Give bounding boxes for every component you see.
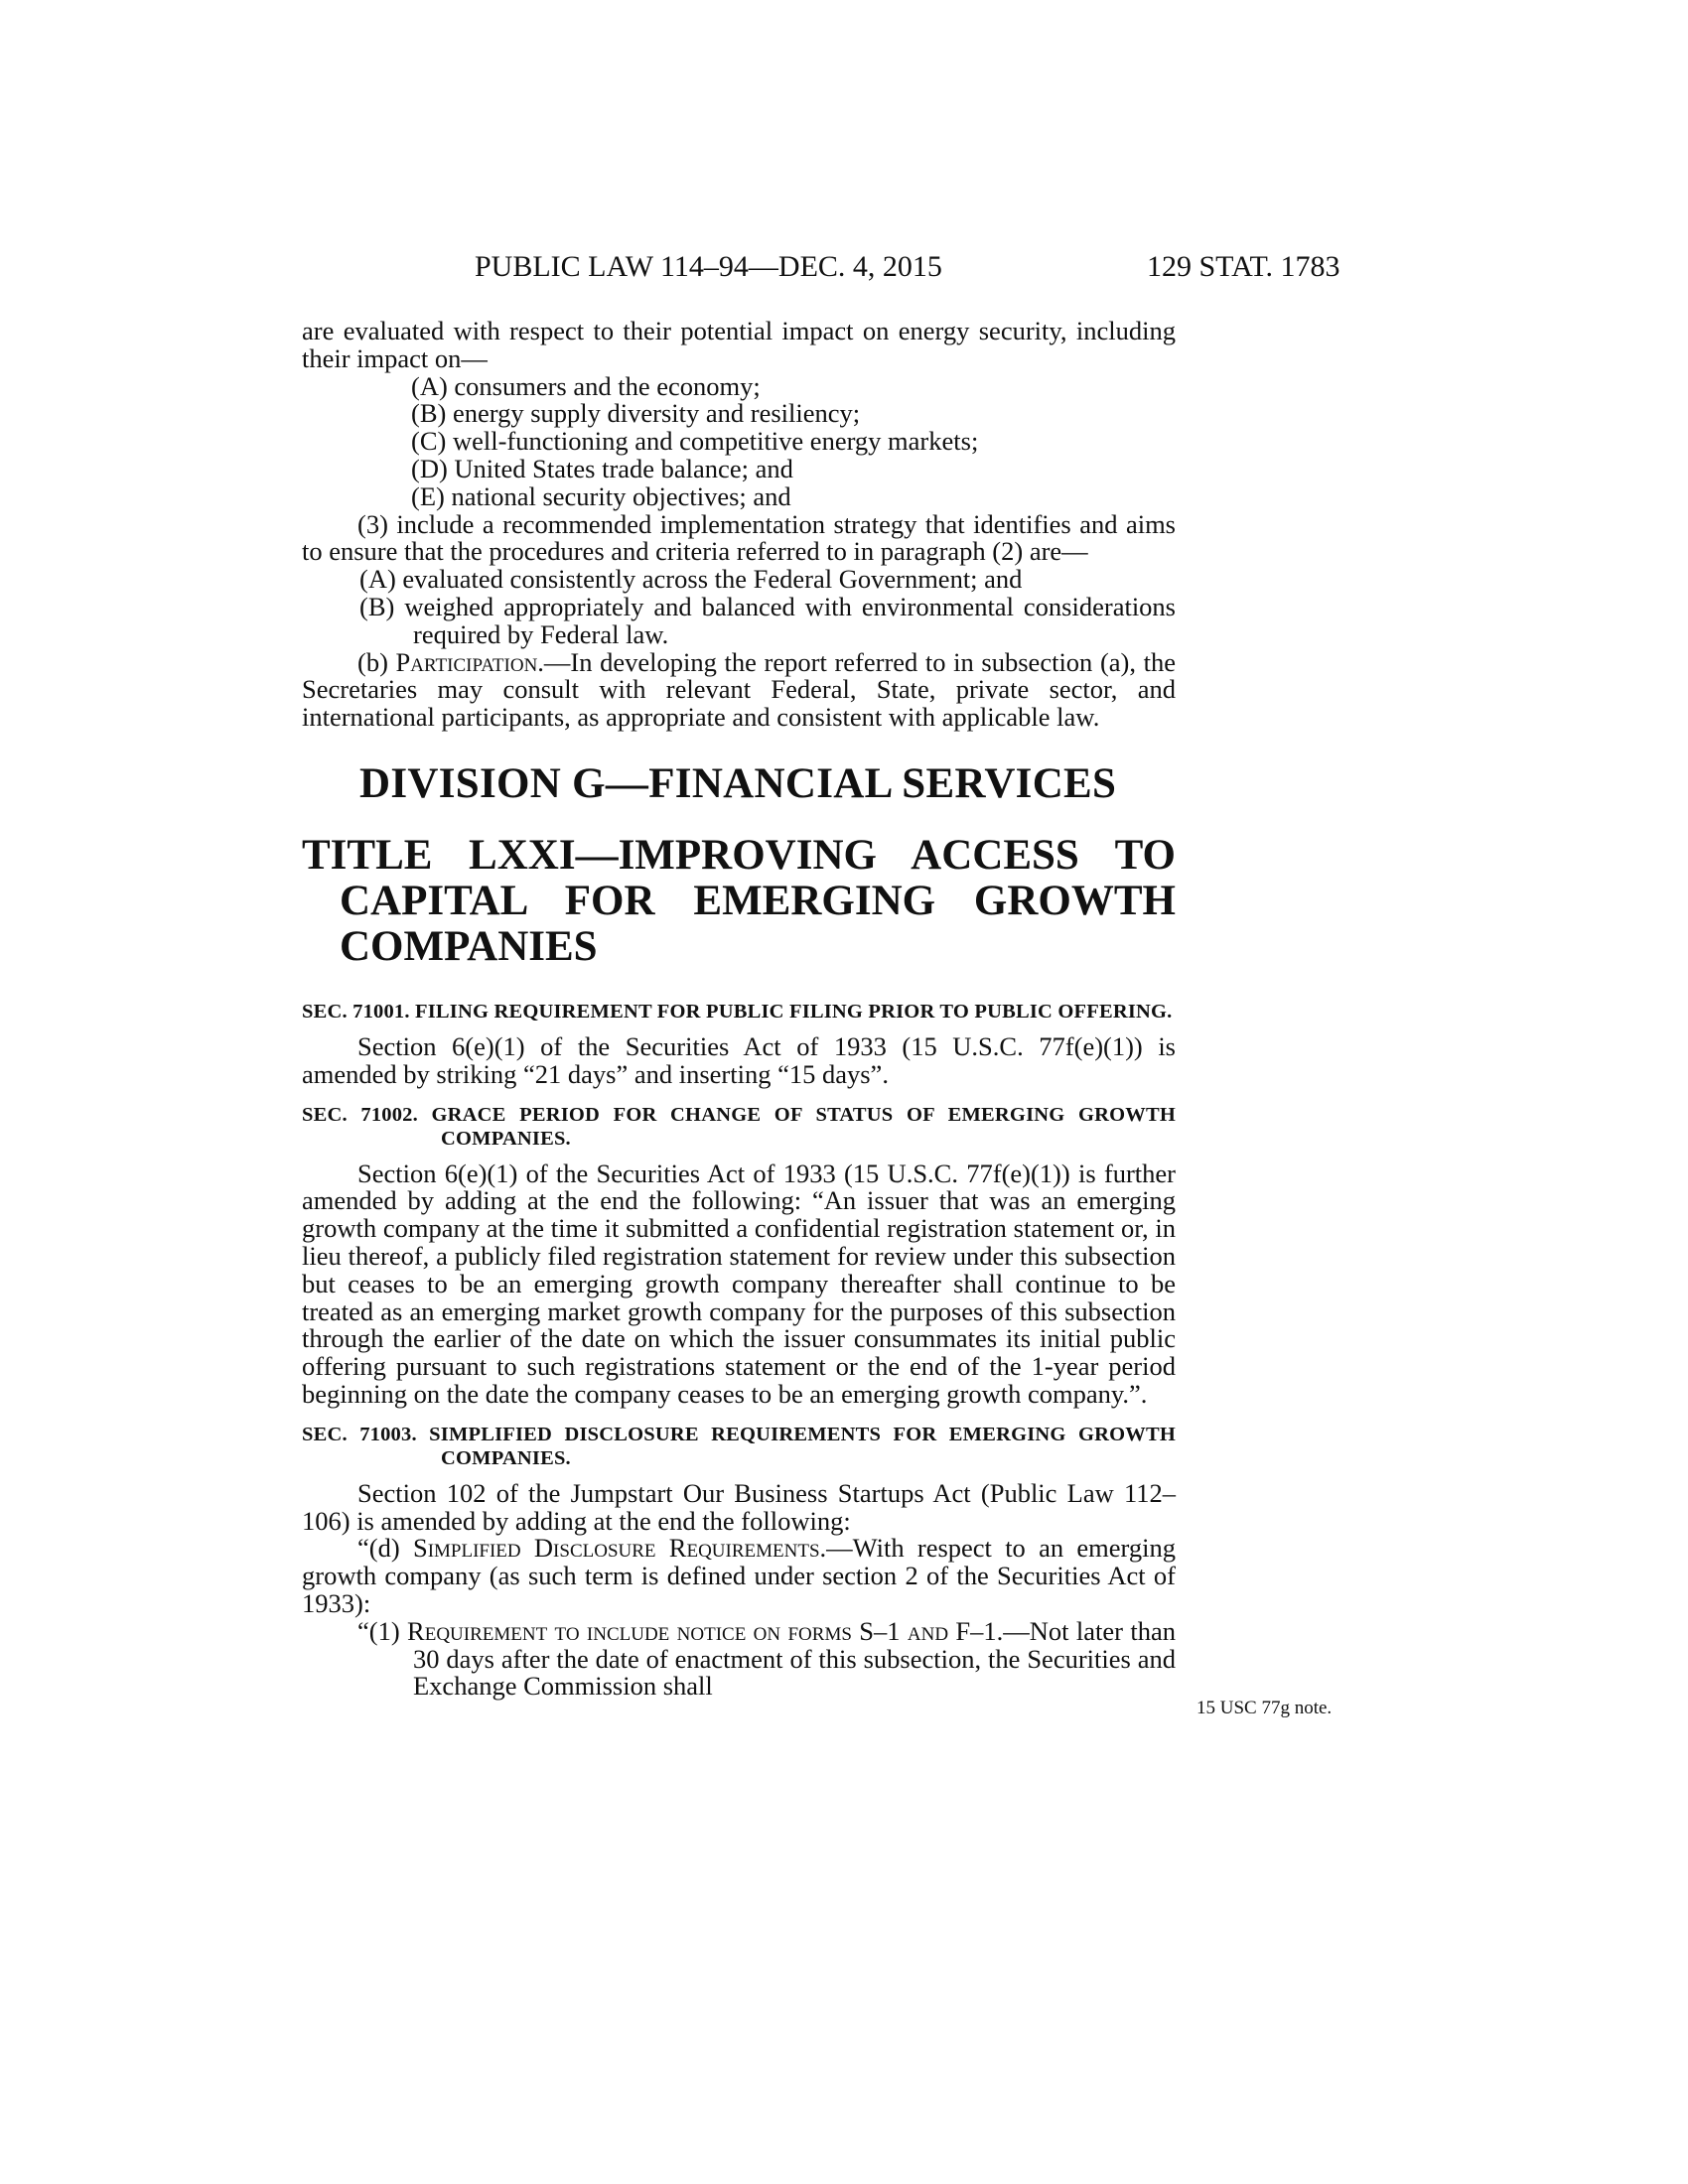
participation-prefix: (b)	[357, 646, 396, 677]
list-item-3b: (B) weighed appropriately and balanced with environmental considerations required by Federal law.	[359, 591, 1176, 649]
document-body	[302, 318, 1176, 1701]
paragraph-3: (3) include a recommended implementation strategy that identifies and aims to ensure that the procedures and criteria referred to in paragraph (2) are—	[302, 508, 1176, 567]
section-71001-heading: SEC. 71001. FILING REQUIREMENT FOR PUBLIC FILING PRIOR TO PUBLIC OFFERING.	[302, 1000, 1173, 1023]
list-item-2a: (A) consumers and the economy;	[411, 370, 761, 401]
subsection-d-heading: Simplified Disclosure Requirements	[412, 1533, 820, 1564]
list-item-2b: (B) energy supply diversity and resiliency;	[411, 398, 861, 429]
subsection-d1-text: .—Not later than 30 days after the date of enactment of this subsection, the Securities and Exchange Commission shall	[413, 1615, 1176, 1702]
list-item-3a: (A) evaluated consistently across the Federal Government; and	[359, 564, 1023, 595]
page-header	[0, 250, 1688, 290]
division-heading: DIVISION G—FINANCIAL SERVICES	[359, 759, 1117, 807]
participation-paragraph	[302, 646, 1176, 733]
subsection-d1-heading: Requirement to include notice on forms S–1 and F–1	[407, 1615, 997, 1646]
subsection-d-paragraph	[302, 1535, 1176, 1617]
statute-page-number: 129 STAT. 1783	[1147, 250, 1340, 283]
list-item-2e: (E) national security objectives; and	[411, 480, 791, 511]
list-item-2d: (D) United States trade balance; and	[411, 453, 793, 483]
energy-intro-paragraph: are evaluated with respect to their potential impact on energy security, including their impact on—	[302, 316, 1176, 373]
subsection-d-text: .—With respect to an emerging growth company (as such term is defined under section 2 of the Securities Act of 1933):	[302, 1533, 1176, 1618]
section-71002-heading: SEC. 71002. GRACE PERIOD FOR CHANGE OF STATUS OF EMERGING GROWTH COMPANIES.	[302, 1103, 1176, 1150]
participation-text: .—In developing the report referred to in subsection (a), the Secretaries may consult with relevant Federal, State, private sector, and international participants, as appropriate and consistent with applicable law.	[302, 646, 1176, 733]
section-71003-heading: SEC. 71003. SIMPLIFIED DISCLOSURE REQUIREMENTS FOR EMERGING GROWTH COMPANIES.	[302, 1423, 1176, 1469]
subsection-d1-prefix: “(1)	[357, 1615, 408, 1646]
list-item-2c: (C) well-functioning and competitive energy markets;	[411, 426, 979, 457]
margin-citation-note: 15 USC 77g note.	[1196, 1698, 1333, 1718]
participation-heading: Participation	[395, 646, 538, 677]
section-71003-text: Section 102 of the Jumpstart Our Business Startups Act (Public Law 112–106) is amended by adding at the end the following:	[302, 1477, 1176, 1536]
section-71002-text: Section 6(e)(1) of the Securities Act of 1933 (15 U.S.C. 77f(e)(1)) is further amended by adding at the end the following: “An issuer that was an emerging growth company at the time it submitted a confidential registration statement or, in lieu thereof, a publicly filed registration statement for review under this subsection but ceases to be an emerging growth company thereafter shall continue to be treated as an emerging market growth company for the purposes of this subsection through the earlier of the date on which the issuer consummates its initial public offering pursuant to such registrations statement or the end of the 1-year period beginning on the date the company ceases to be an emerging growth company.”.	[302, 1158, 1176, 1409]
title-heading: TITLE LXXI—IMPROVING ACCESS TO CAPITAL FOR EMERGING GROWTH COMPANIES	[302, 831, 1176, 970]
running-head-title: PUBLIC LAW 114–94—DEC. 4, 2015	[475, 250, 942, 283]
subsection-d-prefix: “(d)	[357, 1533, 413, 1564]
subsection-d1-paragraph	[302, 1615, 1176, 1702]
section-71001-text: Section 6(e)(1) of the Securities Act of 1933 (15 U.S.C. 77f(e)(1)) is amended by striking “21 days” and inserting “15 days”.	[302, 1030, 1176, 1089]
